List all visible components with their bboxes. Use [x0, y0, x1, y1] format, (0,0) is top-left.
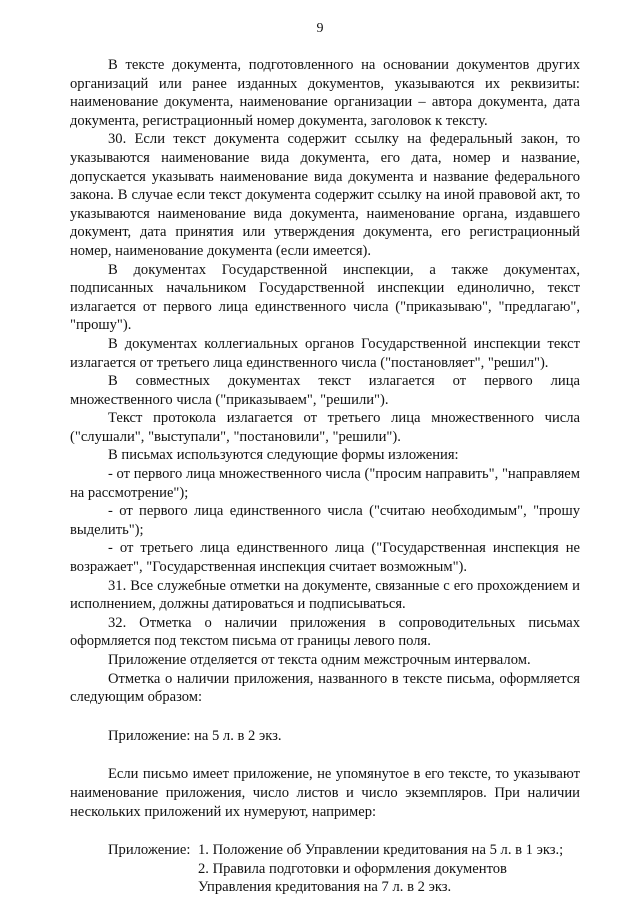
- page-number: 9: [316, 21, 324, 36]
- paragraph-protocol: Текст протокола излагается от третьего лица множественного числа ("слушали", "выступали", "постановили", "решили").: [70, 410, 580, 445]
- attachment-item-2-line-2: Управления кредитования на 7 л. в 2 экз.: [198, 879, 452, 896]
- paragraph-requisites: В тексте документа, подготовленного на основании документов других организаций или ранее изданных документов, указываются их реквизиты: наименование документа, наименование организации – автора документа, дата документа, регистрационный номер документа, заголовок к тексту.: [70, 57, 580, 129]
- paragraph-joint: В совместных документах текст излагается от первого лица множественного числа ("приказываем", "решили").: [70, 373, 580, 408]
- paragraph-letters-forms: В письмах используются следующие формы изложения:: [108, 447, 459, 464]
- sample-attachment-multi: [70, 841, 580, 897]
- list-item-third-singular: - от третьего лица единственного лица ("Государственная инспекция не возражает", "Государственная инспекция считает возможным").: [70, 540, 580, 576]
- list-item-first-plural: - от первого лица множественного числа ("просим направить", "направляем на рассмотрение");: [70, 466, 580, 501]
- list-item-first-singular: - от первого лица единственного числа ("считаю необходимым", "прошу выделить");: [70, 503, 580, 538]
- paragraph-attachment-spacing: Приложение отделяется от текста одним межстрочным интервалом.: [108, 652, 531, 668]
- paragraph-30: 30. Если текст документа содержит ссылку на федеральный закон, то указываются наименование вида документа, его дата, номер и название, допускается указывать наименование вида документа и название федерального закона. В случае если текст документа содержит ссылку на иной правовой акт, то указываются наименование вида документа, наименование органа, издавшего документ, дата принятия или утверждения документа, его регистрационный номер, наименование документа (если имеется).: [70, 131, 580, 259]
- paragraph-multiple-attachments: Если письмо имеет приложение, не упомянутое в его тексте, то указывают наименование приложения, число листов и число экземпляров. При наличии нескольких приложений их нумеруют, например:: [70, 766, 580, 820]
- document-body: [70, 56, 580, 897]
- paragraph-first-person-singular: В документах Государственной инспекции, а также документах, подписанных начальником Государственной инспекции единолично, текст излагается от первого лица единственного числа ("приказываю", "предлагаю", "прошу").: [70, 261, 580, 334]
- sample-attachment-single: Приложение: на 5 л. в 2 экз.: [108, 727, 282, 744]
- paragraph-attachment-format: Отметка о наличии приложения, названного в тексте письма, оформляется следующим образом:: [70, 670, 580, 706]
- paragraph-31: 31. Все служебные отметки на документе, связанные с его прохождением и исполнением, должны датироваться и подписываться.: [70, 577, 580, 613]
- paragraph-32: 32. Отметка о наличии приложения в сопроводительных письмах оформляется под текстом письма от границы левого поля.: [70, 614, 580, 650]
- attachment-item-2-line-1: 2. Правила подготовки и оформления документов: [198, 860, 507, 877]
- attachment-label: Приложение:: [108, 842, 191, 859]
- paragraph-collegial: В документах коллегиальных органов Государственной инспекции текст излагается от третьего лица единственного числа ("постановляет", "решил").: [70, 335, 580, 371]
- attachment-item-1: 1. Положение об Управлении кредитования на 5 л. в 1 экз.;: [198, 842, 564, 859]
